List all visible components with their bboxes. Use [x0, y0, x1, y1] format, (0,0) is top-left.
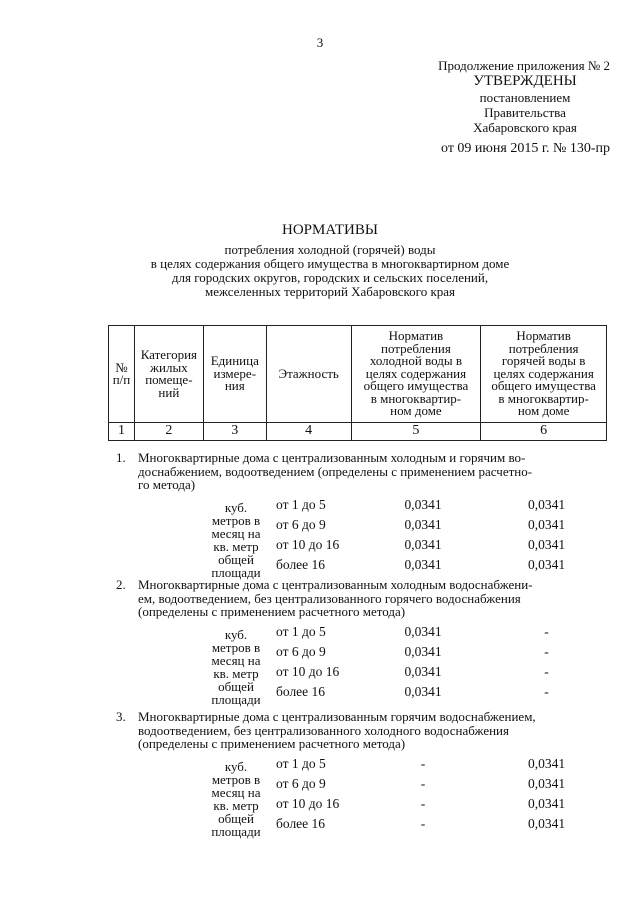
floors-cell: от 1 до 5 — [276, 755, 326, 771]
section-1 — [108, 450, 607, 580]
section-rows — [108, 755, 607, 839]
table-row — [108, 537, 607, 557]
floors-cell: от 6 до 9 — [276, 775, 326, 791]
document-subtitle — [60, 243, 600, 299]
unit-label: куб. метров в месяц на кв. метр общей площади — [211, 758, 261, 839]
approval-line: Хабаровского края — [473, 120, 577, 135]
floors-cell: от 1 до 5 — [276, 496, 326, 512]
hot-water-cell: 0,0341 — [527, 496, 566, 512]
subtitle-line: потребления холодной (горячей) воды — [224, 242, 436, 257]
floors-cell: от 10 до 16 — [276, 663, 340, 679]
floors-cell: от 10 до 16 — [276, 795, 340, 811]
section-title-line: Многоквартирные дома с централизованным горячим водоснабжением, — [138, 709, 536, 724]
cold-water-cell: 0,0341 — [404, 663, 442, 679]
hot-water-cell: 0,0341 — [527, 775, 566, 791]
continuation-note: Продолжение приложения № 2 — [438, 58, 610, 73]
header-floors: Этажность — [266, 326, 351, 423]
hot-water-cell: 0,0341 — [527, 556, 566, 572]
section-3 — [108, 709, 607, 839]
table-row — [108, 497, 607, 517]
document-title-block — [60, 221, 600, 299]
cold-water-cell: 0,0341 — [404, 536, 442, 552]
cold-water-cell: 0,0341 — [404, 496, 442, 512]
table-row — [108, 557, 607, 577]
approval-stamp — [440, 73, 610, 135]
table-row — [108, 624, 607, 644]
header-cold-water-norm: Норматив потребления холодной воды в целях содержания общего имущества в многоквартир- ном доме — [351, 326, 481, 423]
section-title-line: ем, водоотведением, без централизованного горячего водоснабжения — [138, 590, 521, 606]
section-2 — [108, 577, 607, 707]
section-title-line: Многоквартирные дома с централизованным холодным водоснабжени- — [138, 577, 533, 592]
section-title-line: (определены с применением расчетного метода) — [138, 604, 406, 619]
section-title-line: Многоквартирные дома с централизованным холодным и горячим во- — [138, 450, 526, 465]
floors-cell: от 6 до 9 — [276, 516, 326, 532]
column-number: 5 — [351, 423, 481, 441]
header-category: Категория жилых помеще- ний — [134, 326, 203, 423]
cold-water-cell: 0,0341 — [404, 623, 442, 639]
table-row — [108, 664, 607, 684]
section-title-line: доснабжением, водоотведением (определены с применением расчетно- — [138, 463, 533, 479]
section-title — [108, 578, 607, 619]
hot-water-cell: 0,0341 — [527, 536, 566, 552]
document-title: НОРМАТИВЫ — [282, 222, 378, 238]
section-number: 2. — [116, 577, 126, 592]
section-title — [108, 451, 607, 492]
column-numbers-row — [109, 423, 607, 441]
approval-line: постановлением — [479, 90, 571, 105]
hot-water-cell: 0,0341 — [527, 815, 566, 831]
section-title-line: водоотведением, без централизованного холодного водоснабжения — [138, 722, 509, 738]
column-number: 2 — [134, 423, 203, 441]
header-number: № п/п — [109, 326, 135, 423]
page-number: 3 — [316, 35, 324, 50]
table-row — [108, 756, 607, 776]
floors-cell: от 6 до 9 — [276, 643, 326, 659]
hot-water-cell: - — [544, 663, 549, 679]
floors-cell: более 16 — [276, 683, 326, 699]
header-unit: Единица измере- ния — [203, 326, 266, 423]
floors-cell: от 1 до 5 — [276, 623, 326, 639]
subtitle-line: в целях содержания общего имущества в многоквартирном доме — [150, 256, 510, 271]
hot-water-cell: 0,0341 — [527, 755, 566, 771]
column-number: 3 — [203, 423, 266, 441]
section-title-line: го метода) — [138, 477, 196, 492]
cold-water-cell: 0,0341 — [404, 516, 442, 532]
cold-water-cell: - — [420, 775, 426, 791]
approval-date: от 09 июня 2015 г. № 130-пр — [441, 141, 610, 156]
column-number: 6 — [481, 423, 607, 441]
section-title-line: (определены с применением расчетного метода) — [138, 736, 406, 751]
unit-label: куб. метров в месяц на кв. метр общей площади — [211, 626, 261, 707]
section-number: 1. — [116, 450, 126, 465]
cold-water-cell: 0,0341 — [404, 556, 442, 572]
table-row — [108, 684, 607, 704]
column-number: 4 — [266, 423, 351, 441]
subtitle-line: межселенных территорий Хабаровского края — [204, 284, 456, 299]
table-row — [108, 816, 607, 836]
cold-water-cell: 0,0341 — [404, 643, 442, 659]
column-number: 1 — [109, 423, 135, 441]
floors-cell: более 16 — [276, 556, 326, 572]
table-row — [108, 517, 607, 537]
hot-water-cell: 0,0341 — [527, 795, 566, 811]
hot-water-cell: - — [544, 683, 549, 699]
section-rows — [108, 496, 607, 580]
approval-line: Правительства — [484, 105, 566, 120]
section-rows — [108, 623, 607, 707]
section-number: 3. — [116, 709, 126, 724]
cold-water-cell: - — [420, 815, 426, 831]
floors-cell: более 16 — [276, 815, 326, 831]
hot-water-cell: - — [544, 643, 549, 659]
unit-label: куб. метров в месяц на кв. метр общей площади — [211, 499, 261, 580]
norms-table-header — [108, 325, 607, 441]
table-row — [108, 796, 607, 816]
hot-water-cell: 0,0341 — [527, 516, 566, 532]
table-row — [108, 776, 607, 796]
subtitle-line: для городских округов, городских и сельских поселений, — [171, 270, 489, 285]
cold-water-cell: - — [420, 795, 426, 811]
section-title — [108, 710, 607, 751]
floors-cell: от 10 до 16 — [276, 536, 340, 552]
cold-water-cell: 0,0341 — [404, 683, 442, 699]
table-row — [108, 644, 607, 664]
approval-block — [410, 58, 610, 156]
hot-water-cell: - — [544, 623, 549, 639]
cold-water-cell: - — [420, 755, 426, 771]
header-row — [109, 326, 607, 423]
header-hot-water-norm: Норматив потребления горячей воды в целях содержания общего имущества в многоквартир- ном доме — [481, 326, 607, 423]
approved-label: УТВЕРЖДЕНЫ — [473, 73, 577, 89]
